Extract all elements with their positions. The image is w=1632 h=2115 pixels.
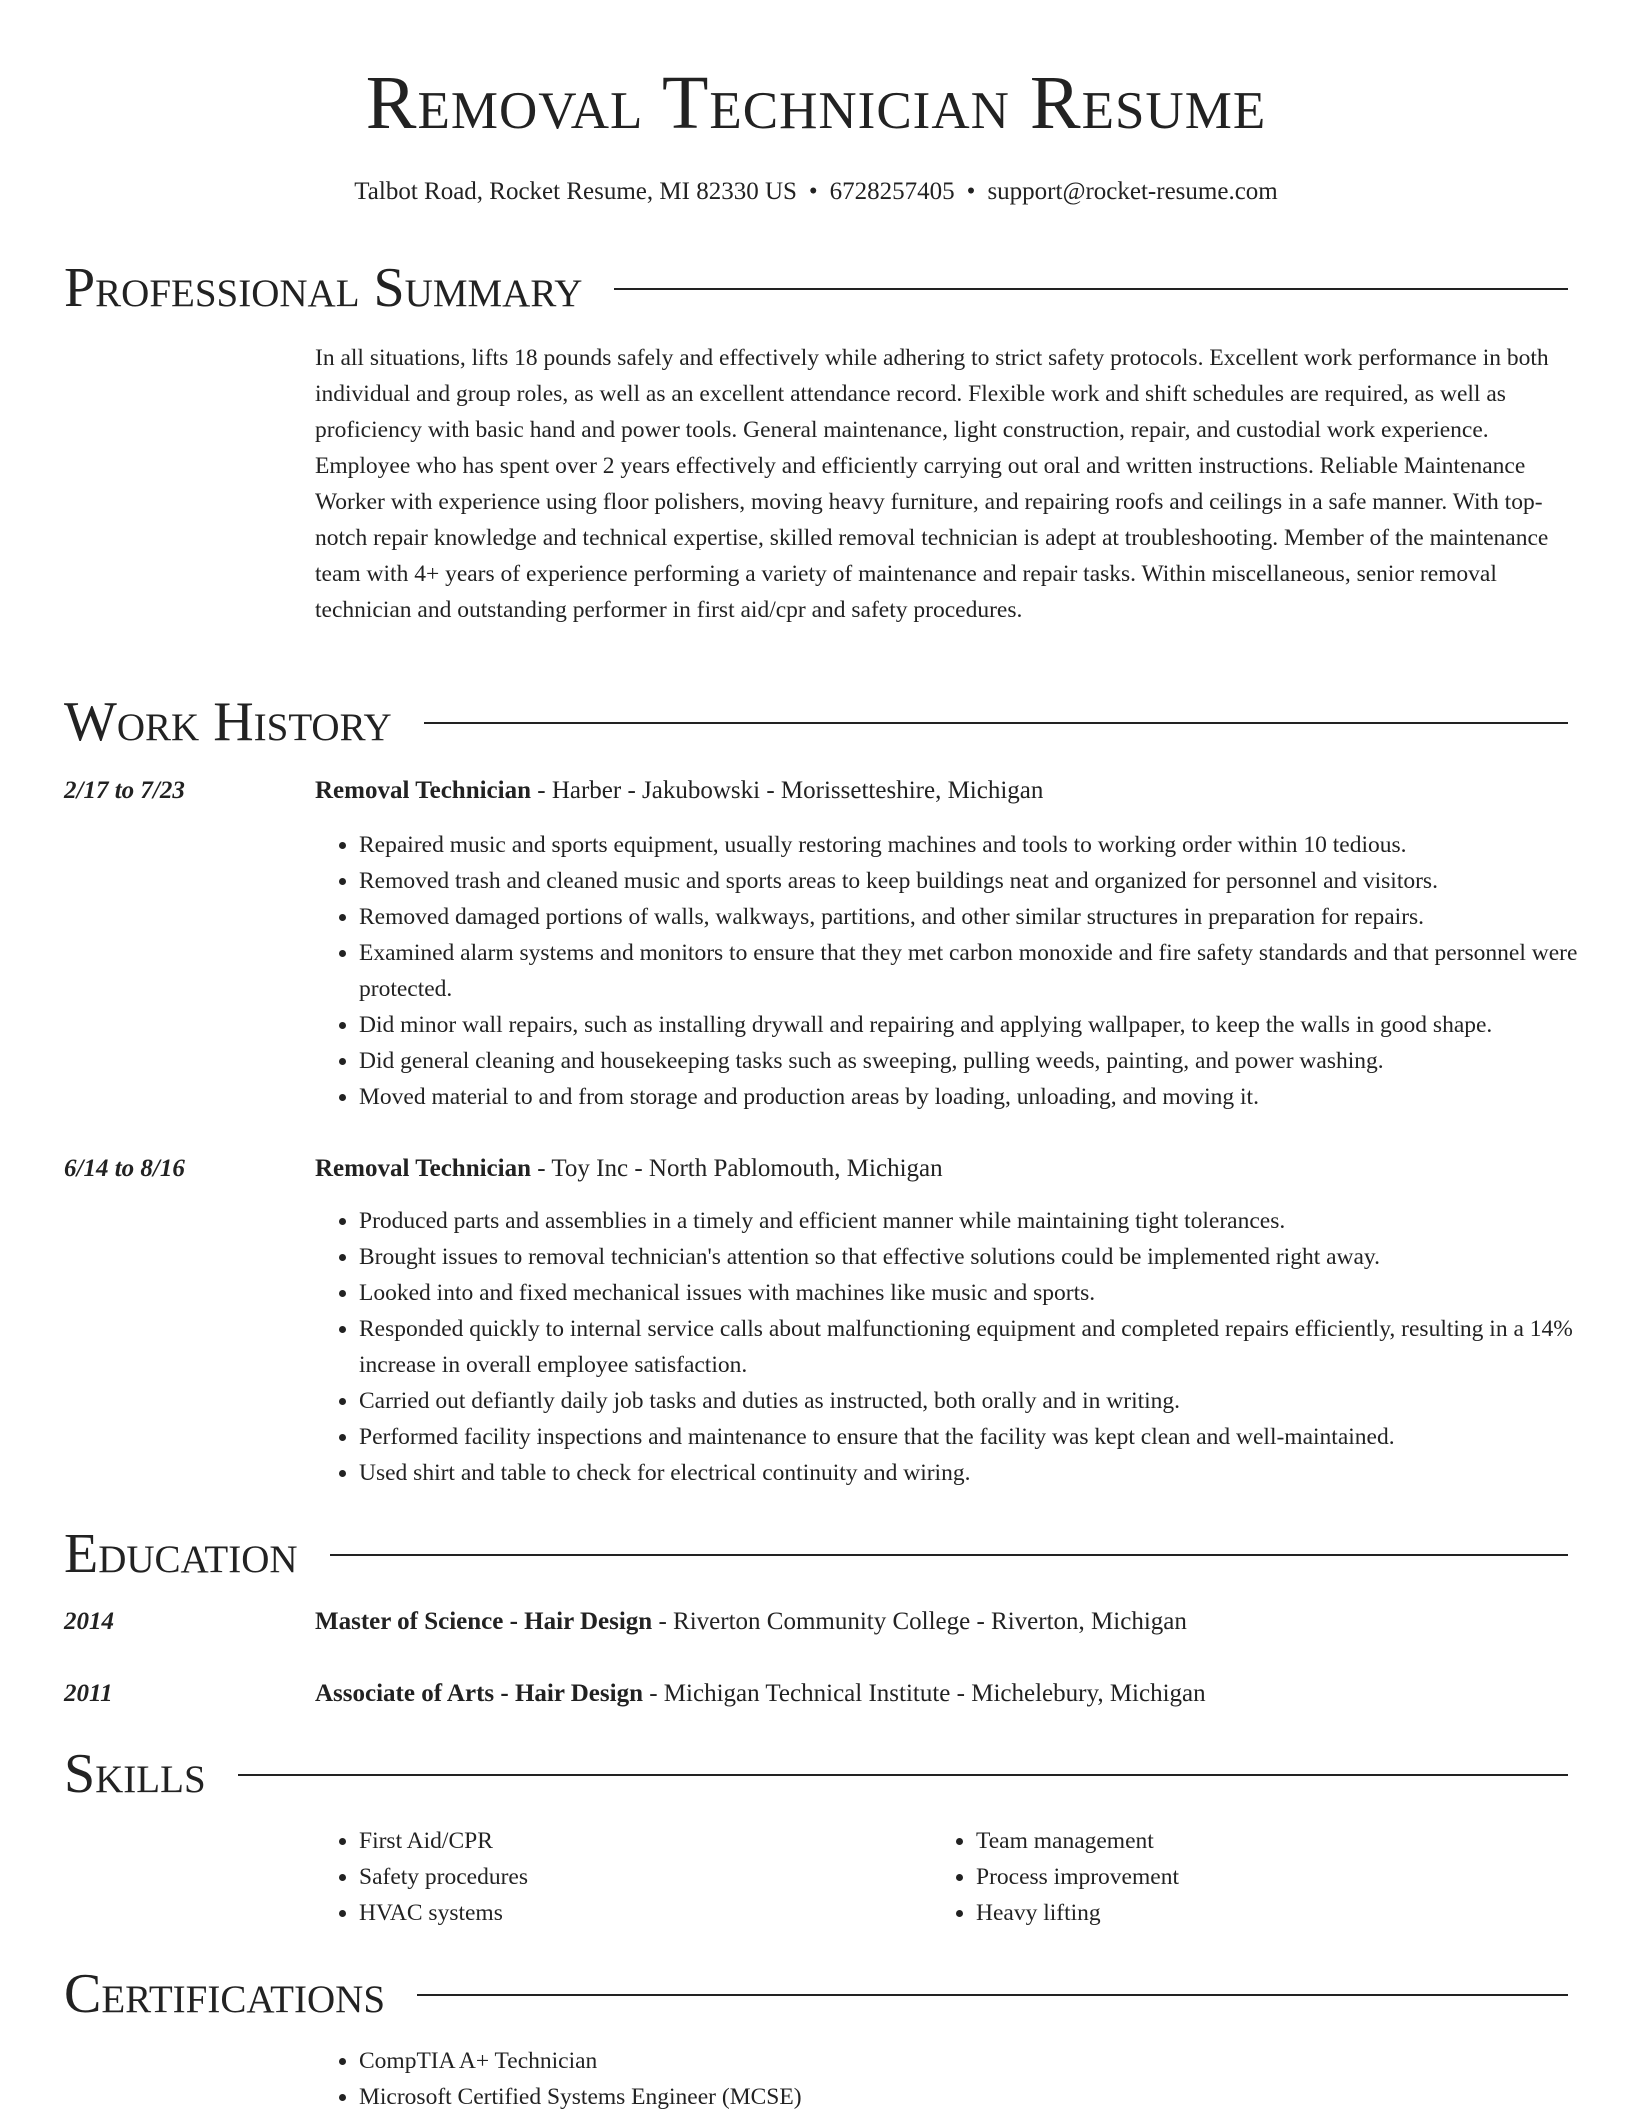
list-item: • Performed facility inspections and maintenance to ensure that the facility was kept clean and well-maintained. <box>359 1419 1614 1455</box>
skill-item: • HVAC systems <box>359 1895 919 1931</box>
education-year: 2014 <box>64 1608 114 1635</box>
list-item: • Removed trash and cleaned music and sports areas to keep buildings neat and organized for personnel and visitors. <box>359 863 1614 899</box>
contact-line <box>0 175 1632 209</box>
education-degree: Associate of Arts - Hair Design <box>315 1680 643 1707</box>
education-heading <box>315 1677 1570 1711</box>
skill-item: • Heavy lifting <box>976 1895 1536 1931</box>
list-item: • Examined alarm systems and monitors to ensure that they met carbon monoxide and fire safety standards and that personnel were protected. <box>359 935 1614 1007</box>
skill-item: • Team management <box>976 1823 1536 1859</box>
education-year: 2011 <box>64 1680 113 1707</box>
list-item: • Produced parts and assemblies in a timely and efficient manner while maintaining tight tolerances. <box>359 1203 1614 1239</box>
job-bullets <box>315 827 1614 1115</box>
list-item: • Repaired music and sports equipment, usually restoring machines and tools to working order within 10 tedious. <box>359 827 1614 863</box>
section-divider <box>424 722 1568 724</box>
list-item: • Responded quickly to internal service calls about malfunctioning equipment and completed repairs efficiently, resulting in a 14% increase in overall employee satisfaction. <box>359 1311 1614 1383</box>
section-divider <box>614 288 1568 290</box>
skill-item: • Process improvement <box>976 1859 1536 1895</box>
contact-separator: • <box>966 178 976 205</box>
section-title: Education <box>64 1523 298 1585</box>
section-divider <box>330 1554 1568 1556</box>
section-heading-work-history <box>64 689 1568 755</box>
section-heading-certifications <box>64 1961 1568 2027</box>
contact-separator: • <box>808 178 818 205</box>
resume-title: Removal Technician Resume <box>365 61 1267 145</box>
job-title: Removal Technician <box>315 1155 531 1182</box>
certification-item: • Microsoft Certified Systems Engineer (MCSE) <box>359 2079 1614 2115</box>
skill-item: • First Aid/CPR <box>359 1823 919 1859</box>
job-heading <box>315 774 1570 808</box>
job-details: - Harber - Jakubowski - Morissetteshire, Michigan <box>531 777 1044 804</box>
section-title: Skills <box>64 1743 206 1805</box>
job-dates: 2/17 to 7/23 <box>64 777 185 804</box>
skills-list-right <box>932 1823 1536 1931</box>
contact-address: Talbot Road, Rocket Resume, MI 82330 US <box>354 178 797 205</box>
section-divider <box>238 1774 1568 1776</box>
skill-item: • Safety procedures <box>359 1859 919 1895</box>
education-details: - Michigan Technical Institute - Michelebury, Michigan <box>642 1680 1206 1707</box>
contact-email: support@rocket-resume.com <box>987 178 1278 205</box>
list-item: • Did minor wall repairs, such as installing drywall and repairing and applying wallpaper, to keep the walls in good shape. <box>359 1007 1614 1043</box>
job-details: - Toy Inc - North Pablomouth, Michigan <box>531 1155 943 1182</box>
list-item: • Used shirt and table to check for electrical continuity and wiring. <box>359 1455 1614 1491</box>
section-heading-summary <box>64 255 1568 321</box>
job-title: Removal Technician <box>315 777 531 804</box>
education-degree: Master of Science - Hair Design <box>315 1608 653 1635</box>
section-heading-skills <box>64 1741 1568 1807</box>
section-divider <box>417 1994 1568 1996</box>
list-item: • Looked into and fixed mechanical issues with machines like music and sports. <box>359 1275 1614 1311</box>
summary-text: In all situations, lifts 18 pounds safely and effectively while adhering to strict safety protocols. Excellent work performance in both individual and group roles, as well as an excellent attendance record. Flexible work and shift schedules are required, as well as proficiency with basic hand and power tools. General maintenance, light construction, repair, and custodial work experience. Employee who has spent over 2 years effectively and efficiently carrying out oral and written instructions. Reliable Maintenance Worker with experience using floor polishers, moving heavy furniture, and repairing roofs and ceilings in a safe manner. With top-notch repair knowledge and technical expertise, skilled removal technician is adept at troubleshooting. Member of the maintenance team with 4+ years of experience performing a variety of maintenance and repair tasks. Within miscellaneous, senior removal technician and outstanding performer in first aid/cpr and safety procedures. <box>315 345 1549 623</box>
certification-item: • CompTIA A+ Technician <box>359 2043 1614 2079</box>
list-item: • Did general cleaning and housekeeping tasks such as sweeping, pulling weeds, painting, and power washing. <box>359 1043 1614 1079</box>
education-heading <box>315 1605 1570 1639</box>
job-bullets <box>315 1203 1614 1491</box>
list-item: • Moved material to and from storage and production areas by loading, unloading, and moving it. <box>359 1079 1614 1115</box>
list-item: • Carried out defiantly daily job tasks and duties as instructed, both orally and in writing. <box>359 1383 1614 1419</box>
job-heading <box>315 1152 1570 1186</box>
list-item: • Removed damaged portions of walls, walkways, partitions, and other similar structures in preparation for repairs. <box>359 899 1614 935</box>
section-title: Certifications <box>64 1963 386 2025</box>
certifications-list <box>315 2043 1614 2115</box>
job-dates: 6/14 to 8/16 <box>64 1155 185 1182</box>
section-title: Professional Summary <box>64 257 583 319</box>
section-heading-education <box>64 1521 1568 1587</box>
section-title: Work History <box>64 691 392 753</box>
education-details: - Riverton Community College - Riverton, Michigan <box>652 1608 1187 1635</box>
skills-list-left <box>315 1823 919 1931</box>
list-item: • Brought issues to removal technician's attention so that effective solutions could be implemented right away. <box>359 1239 1614 1275</box>
contact-phone: 6728257405 <box>829 178 955 205</box>
